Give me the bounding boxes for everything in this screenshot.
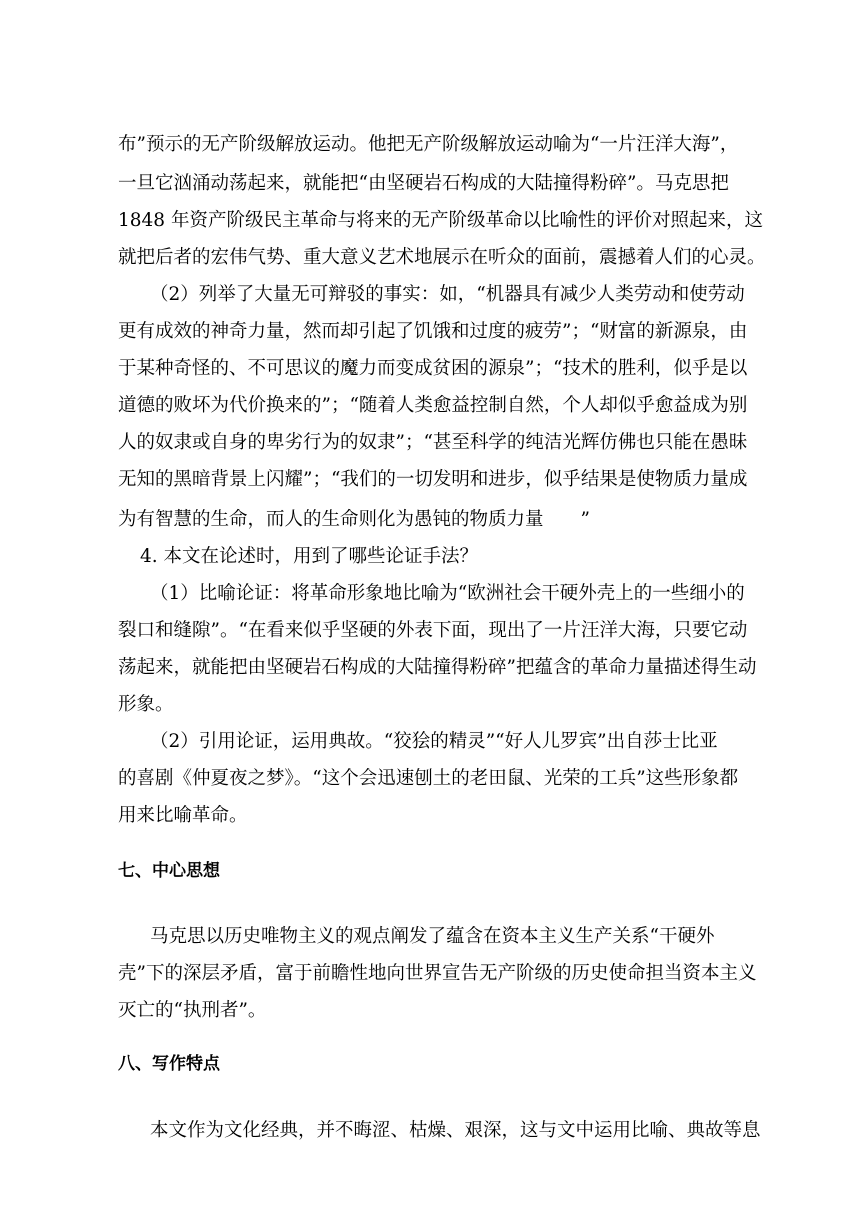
body-line: 灭亡的“执刑者”。: [118, 1000, 267, 1021]
body-line: 人的奴隶或自身的卑劣行为的奴隶”；“甚至科学的纯洁光辉仿佛也只能在愚昧: [118, 432, 748, 453]
body-line: （2）引用论证，运用典故。“狡狯的精灵”“好人儿罗宾”出自莎士比亚: [150, 731, 718, 752]
body-line: 为有智慧的生命，而人的生命则化为愚钝的物质力量 ”: [118, 509, 590, 530]
body-line: 马克思以历史唯物主义的观点阐发了蕴含在资本主义生产关系“干硬外: [150, 926, 715, 947]
body-line: 1848 年资产阶级民主革命与将来的无产阶级革命以比喻性的评价对照起来，这: [118, 210, 763, 231]
body-line: 的喜剧《仲夏夜之梦》。“这个会迅速刨土的老田鼠、光荣的工兵”这些形象都: [118, 768, 739, 789]
section-heading-writing-features: 八、写作特点: [118, 1054, 220, 1074]
body-line: 道德的败坏为代价换来的”；“随着人类愈益控制自然，个人却似乎愈益成为别: [118, 395, 748, 416]
body-line: 裂口和缝隙”。“在看来似乎坚硬的外表下面，现出了一片汪洋大海，只要它动: [118, 620, 748, 641]
body-line: （2）列举了大量无可辩驳的事实：如，“机器具有减少人类劳动和使劳动: [150, 284, 745, 305]
body-line: 更有成效的神奇力量，然而却引起了饥饿和过度的疲劳”；“财富的新源泉，由: [118, 321, 748, 342]
question-4: 4. 本文在论述时，用到了哪些论证手法？: [140, 546, 479, 567]
body-line: 荡起来，就能把由坚硬岩石构成的大陆撞得粉碎”把蕴含的革命力量描述得生动: [118, 657, 757, 678]
body-line: 壳”下的深层矛盾，富于前瞻性地向世界宣告无产阶级的历史使命担当资本主义: [118, 963, 757, 984]
body-line: 就把后者的宏伟气势、重大意义艺术地展示在听众的面前，震撼着人们的心灵。: [118, 247, 766, 268]
body-line: 一旦它汹涌动荡起来，就能把“由坚硬岩石构成的大陆撞得粉碎”。马克思把: [118, 173, 729, 194]
body-line: 于某种奇怪的、不可思议的魔力而变成贫困的源泉”；“技术的胜利，似乎是以: [118, 358, 748, 379]
body-line: 用来比喻革命。: [118, 805, 248, 826]
body-line: 无知的黑暗背景上闪耀”；“我们的一切发明和进步，似乎结果是使物质力量成: [118, 469, 748, 490]
body-line: 形象。: [118, 694, 174, 715]
section-heading-central-idea: 七、中心思想: [118, 861, 220, 881]
body-line: 布”预示的无产阶级解放运动。他把无产阶级解放运动喻为“一片汪洋大海”，: [118, 134, 739, 155]
body-line: （1）比喻论证：将革命形象地比喻为“欧洲社会干硬外壳上的一些细小的: [150, 583, 745, 604]
body-line: 本文作为文化经典，并不晦涩、枯燥、艰深，这与文中运用比喻、典故等息: [150, 1120, 761, 1141]
